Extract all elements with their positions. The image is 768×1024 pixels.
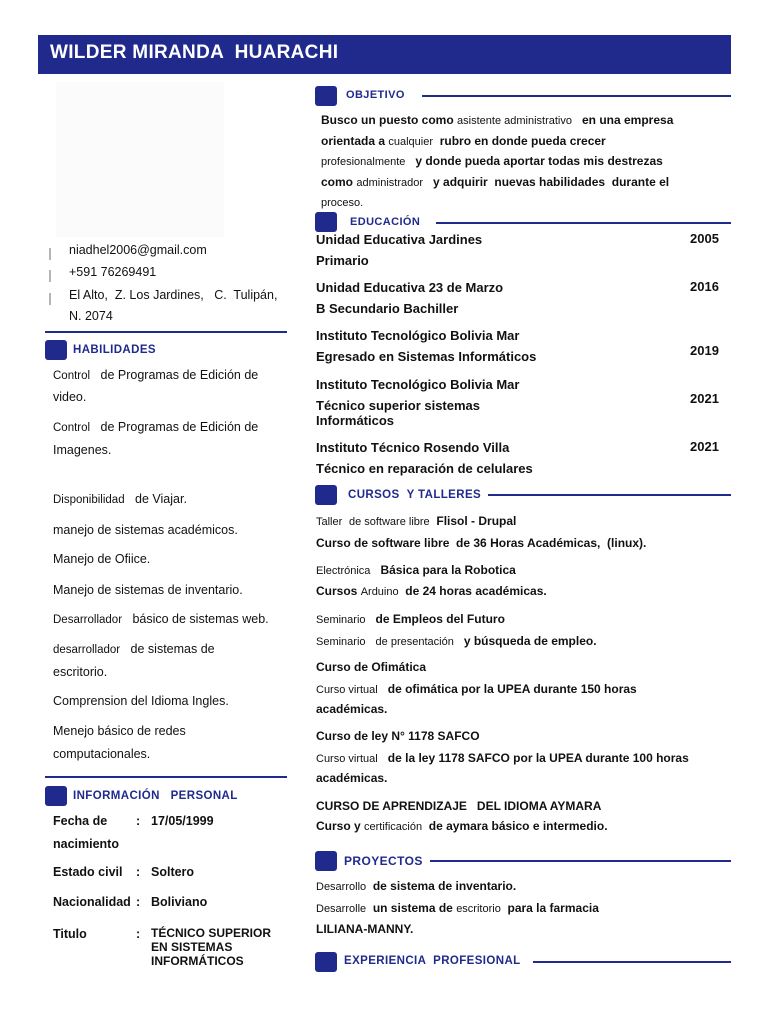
education-year: 2005 [690,231,719,246]
section-line [430,860,731,862]
course-line: Curso virtual de ofimática por la UPEA durante 150 horas [316,682,637,696]
skill-item: Manejo de sistemas de inventario. [53,583,243,597]
resume-name: WILDER MIRANDA HUARACHI [50,42,339,63]
course-line: Curso virtual de la ley 1178 SAFCO por la UPEA durante 100 horas [316,751,689,765]
section-marker-icon [315,485,337,505]
contact-phone: +591 76269491 [69,265,157,279]
course-line: Curso y certificación de aymara básico e intermedio. [316,819,608,833]
skill-item: Imagenes. [53,443,112,457]
skill-item: Control de Programas de Edición de [53,420,259,434]
skill-item: Control de Programas de Edición de [53,368,259,382]
education-entry: Instituto Tecnológico Bolivia Mar Técnico superior sistemas Informáticos [316,377,520,428]
bullet-icon [49,293,51,305]
course-line: Curso de software libre de 36 Horas Académicas, (linux). [316,536,647,550]
divider [45,776,287,778]
contact-email: niadhel2006@gmail.com [69,243,207,257]
skill-item: video. [53,390,87,404]
field-colon: : [136,895,141,909]
education-year: 2021 [690,391,719,406]
field-colon: : [136,927,141,941]
field-value: 17/05/1999 [151,814,214,828]
skill-item: escritorio. [53,665,108,679]
course-line: Seminario de Empleos del Futuro [316,612,505,626]
field-label: Estado civil [53,865,123,879]
course-line: Curso de ley N° 1178 SAFCO [316,729,480,743]
bullet-icon [49,270,51,282]
section-marker-icon [315,952,337,972]
course-line: académicas. [316,702,388,716]
skill-item: Manejo de Ofiice. [53,552,151,566]
section-marker-icon [45,340,67,360]
section-title-cursos: CURSOS Y TALLERES [348,489,482,501]
field-label: Fecha de [53,814,108,828]
divider [45,331,287,333]
skill-item: desarrollador de sistemas de [53,642,215,656]
field-value: TÉCNICO SUPERIOR EN SISTEMAS INFORMÁTICOS [151,926,272,968]
education-year: 2016 [690,279,719,294]
section-line [436,222,731,224]
project-line: LILIANA-MANNY. [316,922,414,936]
project-line: Desarrollo de sistema de inventario. [316,879,517,893]
contact-address-number: N. 2074 [69,309,113,323]
course-line: CURSO DE APRENDIZAJE DEL IDIOMA AYMARA [316,799,602,813]
section-title-habilidades: HABILIDADES [73,344,156,356]
section-line [422,95,731,97]
section-marker-icon [45,786,67,806]
section-title-objetivo: OBJETIVO [346,89,405,101]
field-label: Titulo [53,927,87,941]
section-title-proyectos: PROYECTOS [344,854,423,868]
course-line: Electrónica Básica para la Robotica [316,563,516,577]
section-title-experiencia: EXPERIENCIA PROFESIONAL [344,955,521,967]
field-label: nacimiento [53,837,119,851]
skill-item: computacionales. [53,747,151,761]
objective-text: Busco un puesto como asistente administrativo en una empresa orientada a cualquier rubro en donde pueda crecer profesionalmente y donde pueda aportar todas mis destrezas como administrador y adquirir nuevas habilidades durante el proceso. [321,113,674,209]
skill-item: Disponibilidad de Viajar. [53,492,187,506]
skill-item: Desarrollador básico de sistemas web. [53,612,269,626]
section-marker-icon [315,86,337,106]
contact-address: El Alto, Z. Los Jardines, C. Tulipán, [69,288,278,302]
education-entry: Instituto Técnico Rosendo Villa Técnico en reparación de celulares [316,440,533,476]
course-line: Seminario de presentación y búsqueda de empleo. [316,634,597,648]
education-year: 2021 [690,439,719,454]
education-year: 2019 [690,343,719,358]
skill-item: Menejo básico de redes [53,724,186,738]
education-entry: Unidad Educativa 23 de Marzo B Secundario Bachiller [316,280,504,316]
field-label: Nacionalidad [53,895,131,909]
field-value: Soltero [151,865,195,879]
field-colon: : [136,865,141,879]
education-entry: Instituto Tecnológico Bolivia Mar Egresado en Sistemas Informáticos [316,328,537,364]
skill-item: Comprension del Idioma Ingles. [53,694,229,708]
course-line: académicas. [316,771,388,785]
skill-item: manejo de sistemas académicos. [53,523,238,537]
course-line: Curso de Ofimática [316,660,427,674]
bullet-icon [49,248,51,260]
section-title-educacion: EDUCACIÓN [350,216,421,228]
course-line: Cursos Arduino de 24 horas académicas. [316,584,547,598]
section-marker-icon [315,851,337,871]
project-line: Desarrolle un sistema de escritorio para la farmacia [316,901,599,915]
section-line [488,494,731,496]
section-line [533,961,731,963]
course-line: Taller de software libre Flisol - Drupal [316,514,517,528]
education-entry: Unidad Educativa Jardines Primario [316,232,483,268]
section-title-info: INFORMACIÓN PERSONAL [73,790,238,802]
field-colon: : [136,814,141,828]
profile-photo [56,82,224,237]
field-value: Boliviano [151,895,208,909]
